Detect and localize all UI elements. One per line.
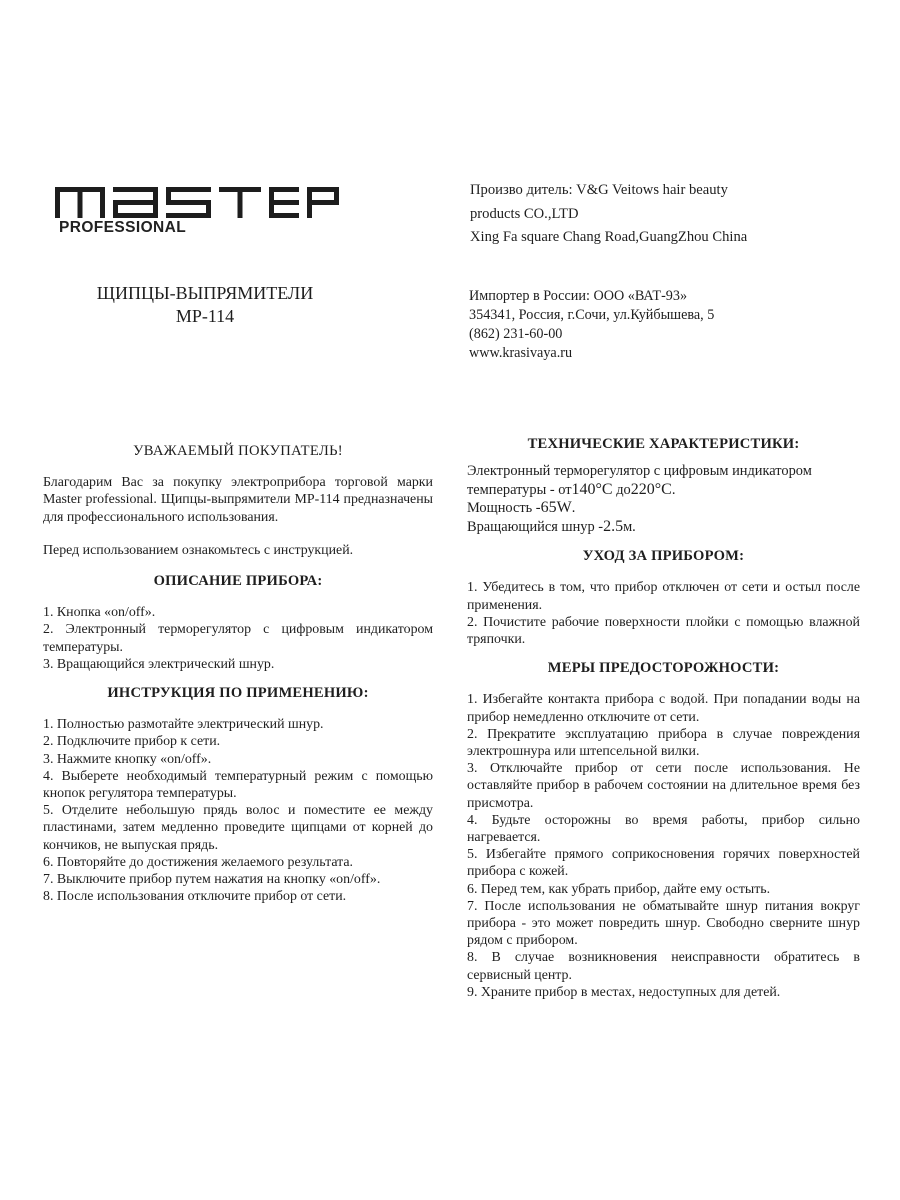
list-item: 1. Полностью размотайте электрический шнур. (43, 717, 324, 733)
specs-power-value: 65W (540, 499, 572, 517)
list-item: 3. Отключайте прибор от сети после использования. Не оставляйте прибор в рабочем состоянии на длительное время без присмотра. (467, 761, 860, 811)
list-item: 3. Нажмите кнопку «on/off». (43, 751, 212, 767)
list-item: 5. Отделите небольшую прядь волос и поместите ее между пластинами, затем медленно проведите щипцами от корней до кончиков, не выпуская прядь. (43, 803, 433, 853)
product-title: ЩИПЦЫ-ВЫПРЯМИТЕЛИ (96, 283, 314, 303)
care-heading: УХОД ЗА ПРИБОРОМ: (582, 548, 745, 565)
list-item: 6. Перед тем, как убрать прибор, дайте ему остыть. (467, 881, 771, 897)
list-item: 8. В случае возникновения неисправности обратитесь в сервисный центр. (467, 950, 860, 983)
manufacturer-line: Произво дитель: V&G Veitows hair beauty (470, 182, 728, 198)
list-item: 4. Будьте осторожны во время работы, прибор сильно нагревается. (467, 812, 860, 846)
list-item: 8. После использования отключите прибор от сети. (43, 889, 347, 905)
list-item: 7. Выключите прибор путем нажатия на кнопку «on/off». (43, 872, 381, 888)
importer-line: 354341, Россия, г.Сочи, ул.Куйбышева, 5 (469, 307, 715, 323)
product-title-block (60, 282, 350, 328)
right-column (467, 436, 860, 1001)
specs-cord-unit: м. (623, 518, 636, 535)
importer-website: www.krasivaya.ru (469, 345, 573, 361)
specs-temp-max: 220°С (630, 480, 672, 498)
list-item: 1. Избегайте контакта прибора с водой. При попадании воды на прибор немедленно отключите от сети. (467, 692, 860, 725)
greeting-text: Благодарим Вас за покупку электроприбора торговой марки Master professional. Щипцы-выпрямители MP-114 предназначены для профессионального использования. (43, 475, 433, 525)
specs-power-label: Мощность - (467, 500, 541, 517)
list-item: 1. Кнопка «on/off». (43, 605, 156, 621)
specs-line: Электронный терморегулятор с цифровым индикатором (467, 463, 812, 480)
specs-power (467, 499, 860, 518)
list-item: 5. Избегайте прямого соприкосновения горячих поверхностей прибора с кожей. (467, 847, 860, 880)
manufacturer-line: products CO.,LTD (470, 205, 579, 222)
list-item: 2. Почистите рабочие поверхности плойки с помощью влажной тряпочки. (467, 614, 860, 648)
list-item: 9. Храните прибор в местах, недоступных для детей. (467, 984, 781, 1000)
description-list (43, 604, 433, 673)
care-list (467, 579, 860, 648)
specs-temp-min: 140°С (571, 480, 613, 498)
list-item: 7. После использования не обматывайте шнур питания вокруг прибора - это может повредить шнур. Свободно сверните шнур рядом с прибором. (467, 898, 860, 949)
list-item: 2. Подключите прибор к сети. (43, 734, 221, 750)
brand-sub: PROFESSIONAL (59, 219, 187, 236)
list-item: 3. Вращающийся электрический шнур. (43, 656, 275, 672)
specs-temp-label: температуры - от (467, 481, 572, 498)
importer-block (469, 287, 714, 363)
specs-cord-label: Вращающийся шнур - (467, 518, 604, 535)
specs-power-suffix: . (571, 500, 576, 517)
specs-temp-suffix: . (671, 481, 676, 498)
left-column (43, 443, 433, 905)
manufacturer-block (470, 179, 747, 250)
brand-logo (53, 183, 343, 243)
master-logo-wordmark (53, 183, 343, 219)
precautions-list (467, 691, 860, 1001)
greeting-heading: УВАЖАЕМЫЙ ПОКУПАТЕЛЬ! (133, 443, 343, 459)
manufacturer-line: Xing Fa square Chang Road,GuangZhou China (470, 229, 748, 245)
product-model: MP-114 (175, 306, 235, 326)
instruction-note: Перед использованием ознакомьтесь с инструкцией. (43, 542, 354, 558)
list-item: 2. Прекратите эксплуатацию прибора в случае повреждения электрошнура или штепсельной вилки. (467, 726, 860, 760)
precautions-heading: МЕРЫ ПРЕДОСТОРОЖНОСТИ: (547, 660, 780, 677)
list-item: 6. Повторяйте до достижения желаемого результата. (43, 854, 354, 870)
description-heading: ОПИСАНИЕ ПРИБОРА: (153, 573, 323, 590)
specs-cord-value: 2.5 (603, 517, 624, 535)
list-item: 2. Электронный терморегулятор с цифровым индикатором температуры. (43, 622, 433, 655)
importer-line: (862) 231-60-00 (469, 326, 563, 342)
specs-block (467, 463, 860, 536)
importer-line: Импортер в России: ООО «ВАТ-93» (469, 288, 688, 304)
list-item: 1. Убедитесь в том, что прибор отключен от сети и остыл после применения. (467, 580, 860, 613)
list-item: 4. Выберете необходимый температурный режим с помощью кнопок регулятора температуры. (43, 768, 433, 802)
specs-cord (467, 518, 860, 537)
instructions-list (43, 716, 433, 905)
specs-temperature (467, 481, 860, 500)
specs-heading: ТЕХНИЧЕСКИЕ ХАРАКТЕРИСТИКИ: (527, 436, 800, 452)
specs-temp-mid: до (612, 481, 631, 498)
instructions-heading: ИНСТРУКЦИЯ ПО ПРИМЕНЕНИЮ: (107, 685, 369, 702)
